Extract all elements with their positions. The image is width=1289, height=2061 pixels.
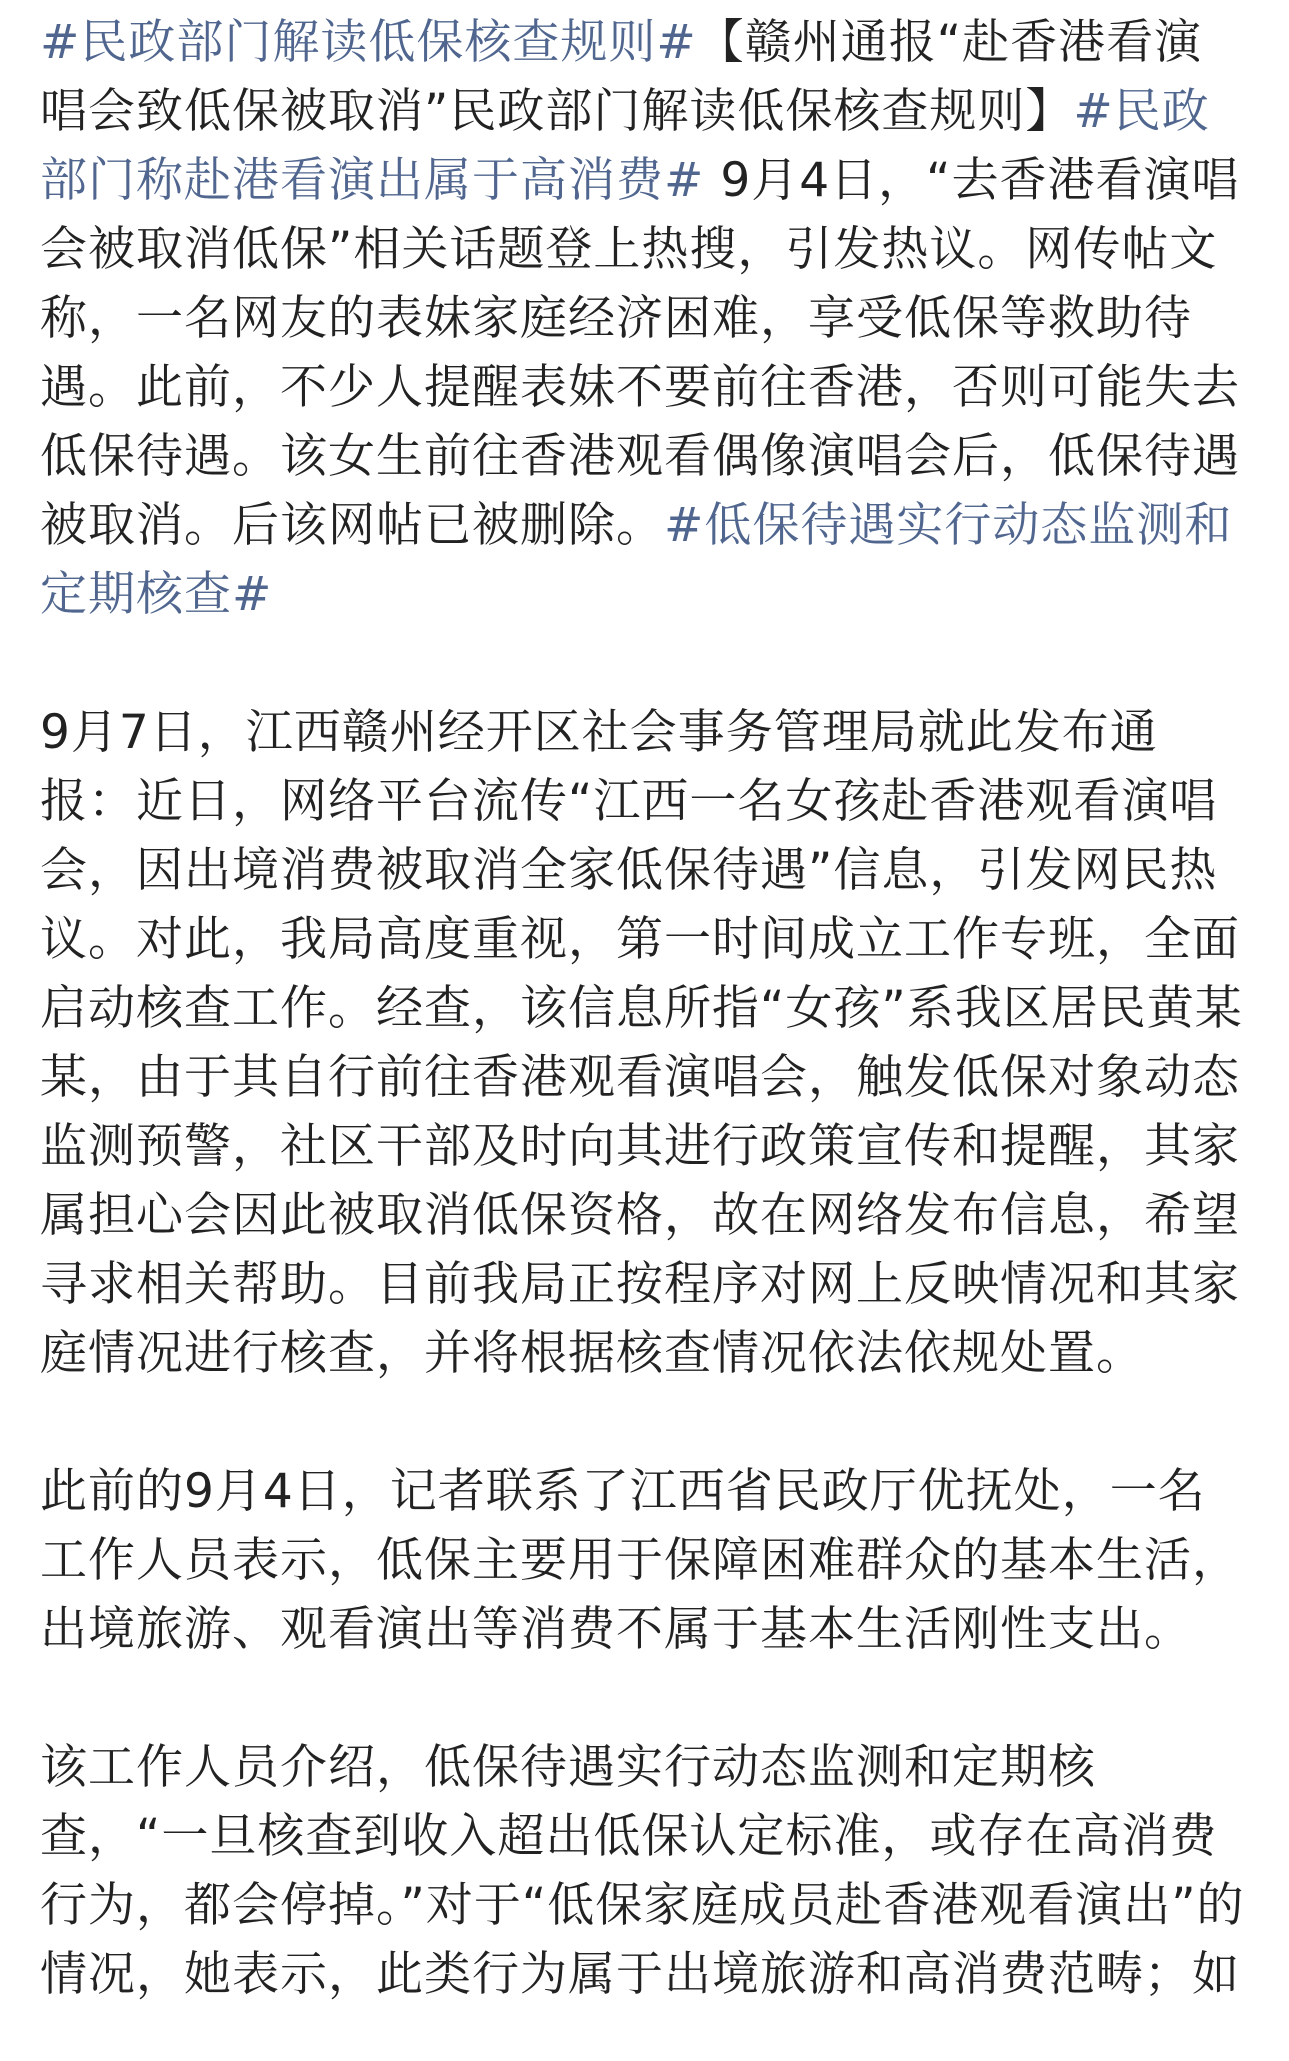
post-body bbox=[40, 8, 1248, 2009]
paragraph-reporter-contact: 此前的9月4日，记者联系了江西省民政厅优抚处，一名工作人员表示，低保主要用于保障困难群众的基本生活，出境旅游、观看演出等消费不属于基本生活刚性支出。 bbox=[40, 1464, 1240, 1657]
paragraph-staff-explanation: 该工作人员介绍，低保待遇实行动态监测和定期核查，“一旦核查到收入超出低保认定标准，或存在高消费行为，都会停掉。”对于“低保家庭成员赴香港观看演出”的情况，她表示，此类行为属于出境旅游和高消费范畴；如 bbox=[40, 1740, 1245, 2002]
hashtag-link-hk-high-consumption[interactable]: #民政部门称赴港看演出属于高消费# bbox=[40, 84, 1210, 208]
paragraph-intro bbox=[40, 8, 1248, 629]
hashtag-link-civil-affairs-rules[interactable]: #民政部门解读低保核查规则# bbox=[40, 15, 697, 70]
headline-text: 【赣州通报“赴香港看演唱会致低保被取消”民政部门解读低保核查规则】 bbox=[40, 15, 1203, 139]
hashtag-link-dynamic-monitoring[interactable]: #低保待遇实行动态监测和定期核查# bbox=[40, 498, 1233, 622]
intro-text: 9月4日，“去香港看演唱会被取消低保”相关话题登上热搜，引发热议。网传帖文称，一名网友的表妹家庭经济困难，享受低保等救助待遇。此前，不少人提醒表妹不要前往香港，否则可能失去低保待遇。该女生前往香港观看偶像演唱会后，低保待遇被取消。后该网帖已被删除。 bbox=[40, 153, 1240, 553]
paragraph-official-notice: 9月7日，江西赣州经开区社会事务管理局就此发布通报：近日，网络平台流传“江西一名女孩赴香港观看演唱会，因出境消费被取消全家低保待遇”信息，引发网民热议。对此，我局高度重视，第一时间成立工作专班，全面启动核查工作。经查，该信息所指“女孩”系我区居民黄某某，由于其自行前往香港观看演唱会，触发低保对象动态监测预警，社区干部及时向其进行政策宣传和提醒，其家属担心会因此被取消低保资格，故在网络发布信息，希望寻求相关帮助。目前我局正按程序对网上反映情况和其家庭情况进行核查，并将根据核查情况依法依规处置。 bbox=[40, 705, 1243, 1381]
